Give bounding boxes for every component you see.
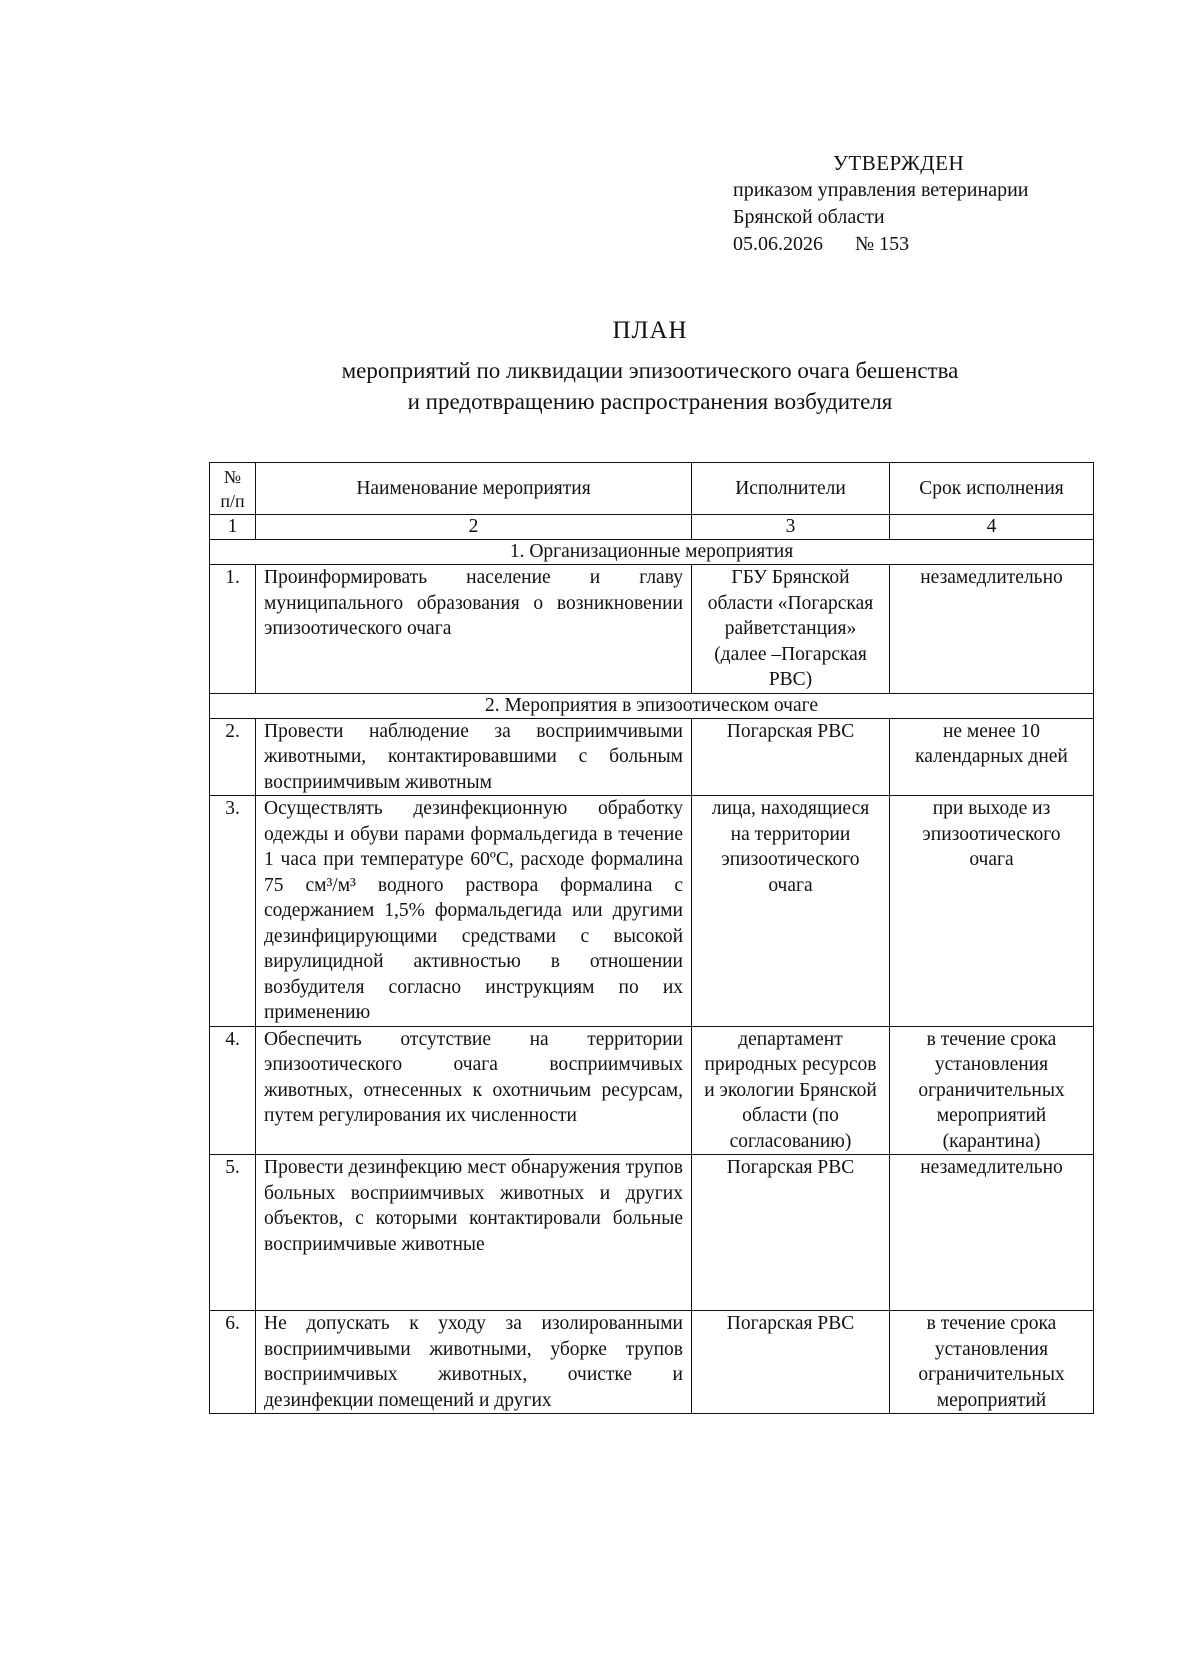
row-executor: Погарская РВС	[692, 718, 890, 796]
row-measure: Не допускать к уходу за изолированными восприимчивыми животными, уборке трупов восприимчивых животных, очистке и дезинфекции помещений и других	[256, 1311, 692, 1414]
row-number: 5.	[210, 1155, 256, 1311]
row-measure: Провести наблюдение за восприимчивыми животными, контактировавшими с больным восприимчивым животным	[256, 718, 692, 796]
header-num: № п/п	[210, 463, 256, 515]
table-row	[210, 1311, 1094, 1414]
row-measure: Проинформировать население и главу муниципального образования о возникновении эпизоотического очага	[256, 565, 692, 694]
row-executor: Погарская РВС	[692, 1155, 890, 1311]
section-row	[210, 540, 1094, 565]
row-executor: лица, находящиеся на территории эпизоотического очага	[692, 796, 890, 1027]
table-row	[210, 718, 1094, 796]
approval-heading: УТВЕРЖДЕН	[833, 151, 965, 175]
table-row	[210, 565, 1094, 694]
row-measure: Обеспечить отсутствие на территории эпизоотического очага восприимчивых животных, отнесенных к охотничьим ресурсам, путем регулирования их численности	[256, 1026, 692, 1155]
row-number: 6.	[210, 1311, 256, 1414]
row-executor: департамент природных ресурсов и экологии Брянской области (по согласованию)	[692, 1026, 890, 1155]
table-row	[210, 1026, 1094, 1155]
row-deadline: незамедлительно	[890, 1155, 1094, 1311]
approval-date-line	[733, 231, 1029, 258]
approval-date: 05.06.2026	[733, 233, 823, 255]
index-cell: 1	[210, 515, 256, 540]
index-cell: 3	[692, 515, 890, 540]
index-cell: 4	[890, 515, 1094, 540]
section-title: 2. Мероприятия в эпизоотическом очаге	[210, 693, 1094, 718]
row-number: 3.	[210, 796, 256, 1027]
section-row	[210, 693, 1094, 718]
header-deadline: Срок исполнения	[890, 463, 1094, 515]
header-executors: Исполнители	[692, 463, 890, 515]
table-header-row	[210, 463, 1094, 515]
table-row	[210, 1155, 1094, 1311]
row-executor: ГБУ Брянской области «Погарская райветстанция» (далее –Погарская РВС)	[692, 565, 890, 694]
row-deadline: незамедлительно	[890, 565, 1094, 694]
row-number: 2.	[210, 718, 256, 796]
title-line-3: и предотвращению распространения возбудителя	[407, 389, 893, 414]
row-executor: Погарская РВС	[692, 1311, 890, 1414]
section-title: 1. Организационные мероприятия	[210, 540, 1094, 565]
row-deadline: в течение срока установления ограничительных мероприятий (карантина)	[890, 1026, 1094, 1155]
approval-line-2: Брянской области	[733, 206, 885, 228]
index-cell: 2	[256, 515, 692, 540]
row-number: 1.	[210, 565, 256, 694]
approval-stamp	[733, 150, 1029, 258]
row-measure: Провести дезинфекцию мест обнаружения трупов больных восприимчивых животных и других объектов, с которыми контактировали больные восприимчивые животные	[256, 1155, 692, 1311]
row-measure: Осуществлять дезинфекционную обработку одежды и обуви парами формальдегида в течение 1 часа при температуре 60ºС, расходе формалина 75 см³/м³ водного раствора формалина с содержанием 1,5% формальдегида или другими дезинфицирующими средствами с высокой вирулицидной активностью в отношении возбудителя согласно инструкциям по их применению	[256, 796, 692, 1027]
title-main: ПЛАН	[612, 317, 688, 344]
row-deadline: не менее 10 календарных дней	[890, 718, 1094, 796]
column-index-row	[210, 515, 1094, 540]
title-line-2: мероприятий по ликвидации эпизоотического очага бешенства	[341, 358, 959, 383]
approval-number: № 153	[855, 233, 910, 255]
row-deadline: в течение срока установления ограничительных мероприятий	[890, 1311, 1094, 1414]
row-deadline: при выходе из эпизоотического очага	[890, 796, 1094, 1027]
plan-table	[209, 462, 1094, 1414]
row-number: 4.	[210, 1026, 256, 1155]
document-title	[200, 316, 1100, 417]
approval-line-1: приказом управления ветеринарии	[733, 179, 1029, 201]
header-name: Наименование мероприятия	[256, 463, 692, 515]
table-row	[210, 796, 1094, 1027]
